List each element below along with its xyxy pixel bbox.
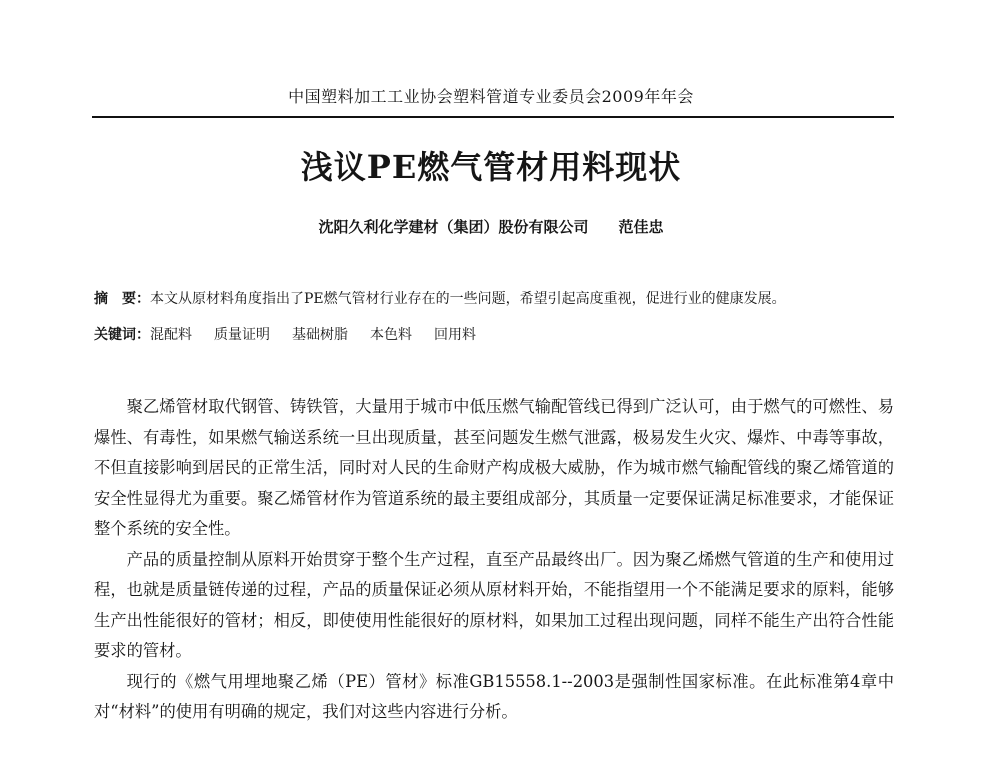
- body-text: [94, 392, 894, 728]
- keyword: 本色料: [370, 327, 412, 343]
- running-header: 中国塑料加工工业协会塑料管道专业委员会2009年年会: [288, 87, 694, 106]
- keyword: 混配料: [150, 327, 192, 343]
- body-paragraph: 现行的《燃气用埋地聚乙烯（PE）管材》标准GB15558.1--2003是强制性国家标准。在此标准第4章中对“材料”的使用有明确的规定，我们对这些内容进行分析。: [94, 671, 894, 721]
- keyword: 质量证明: [214, 327, 270, 343]
- abstract-label: 摘 要：: [94, 291, 150, 307]
- keyword: 基础树脂: [292, 327, 348, 343]
- author-affiliation: 沈阳久利化学建材（集团）股份有限公司 范佳忠: [318, 218, 664, 236]
- abstract-text: 本文从原材料角度指出了PE燃气管材行业存在的一些问题，希望引起高度重视，促进行业的健康发展。: [150, 291, 786, 307]
- body-paragraph: 聚乙烯管材取代钢管、铸铁管，大量用于城市中低压燃气输配管线已得到广泛认可，由于燃气的可燃性、易爆性、有毒性，如果燃气输送系统一旦出现质量，甚至问题发生燃气泄露，极易发生火灾、爆炸、中毒等事故，不但直接影响到居民的正常生活，同时对人民的生命财产构成极大威胁，作为城市燃气输配管线的聚乙烯管道的安全性显得尤为重要。聚乙烯管材作为管道系统的最主要组成部分，其质量一定要保证满足标准要求，才能保证整个系统的安全性。: [94, 397, 894, 538]
- header-divider: [92, 116, 894, 118]
- body-paragraph: 产品的质量控制从原料开始贯穿于整个生产过程，直至产品最终出厂。因为聚乙烯燃气管道的生产和使用过程，也就是质量链传递的过程，产品的质量保证必须从原材料开始，不能指望用一个不能满足要求的原料，能够生产出性能很好的管材；相反，即使使用性能很好的原材料，如果加工过程出现问题，同样不能生产出符合性能要求的管材。: [94, 549, 894, 660]
- article-title: 浅议PE燃气管材用料现状: [300, 148, 682, 186]
- abstract: [94, 289, 894, 309]
- keywords-label: 关键词：: [94, 327, 150, 343]
- keywords: [94, 325, 894, 345]
- keyword: 回用料: [434, 327, 476, 343]
